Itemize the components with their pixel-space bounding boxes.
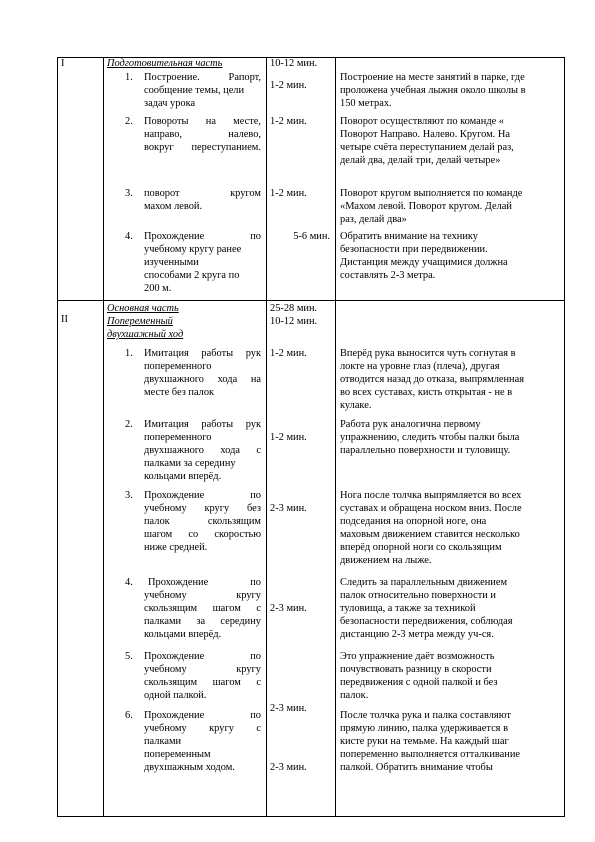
item-desc-line: прямую линию, палка удерживается в: [340, 723, 508, 734]
item-desc-line: Вперёд рука выносится чуть согнутая в: [340, 348, 516, 359]
item-line: махом левой.: [144, 201, 203, 212]
item-desc-line: кисте руки на темьме. На каждый шаг: [340, 736, 509, 747]
item-desc-line: кулаке.: [340, 400, 372, 411]
item-time: 2-3 мин.: [270, 603, 307, 614]
item-line: Прохождение по: [144, 651, 261, 662]
item-time: 1-2 мин.: [270, 188, 307, 199]
item-desc-line: Обратить внимание на технику: [340, 231, 478, 242]
item-number: 2.: [125, 419, 133, 430]
section-numeral: I: [61, 58, 65, 69]
item-desc-line: «Махом левой. Поворот кругом. Делай: [340, 201, 512, 212]
item-line: учебному кругу: [144, 590, 261, 601]
item-number: 4.: [125, 577, 133, 588]
item-line: кольцами вперёд.: [144, 471, 222, 482]
item-line: Прохождение по: [144, 490, 261, 501]
item-line: учебному кругу с: [144, 723, 261, 734]
column-divider-1: [103, 57, 104, 817]
column-divider-3: [335, 57, 336, 817]
item-line: изученными: [144, 257, 199, 268]
table-border-left: [57, 57, 58, 817]
item-line: кольцами вперёд.: [144, 629, 222, 640]
item-line: вокруг переступанием.: [144, 142, 261, 153]
item-number: 5.: [125, 651, 133, 662]
item-desc-line: палок относительно поверхности и: [340, 590, 496, 601]
item-desc-line: проложена учебная лыжня около школы в: [340, 85, 526, 96]
item-line: способами 2 круга по: [144, 270, 240, 281]
item-desc-line: дистанцию 2-3 метра между уч-ся.: [340, 629, 494, 640]
item-desc-line: маховым движением ставится несколько: [340, 529, 520, 540]
item-desc-line: палок.: [340, 690, 369, 701]
item-line: поворот кругом: [144, 188, 261, 199]
item-desc-line: Поворот Направо. Налево. Кругом. На: [340, 129, 510, 140]
item-line: палками за середину: [144, 616, 261, 627]
item-desc-line: Построение на месте занятий в парке, где: [340, 72, 525, 83]
item-line: палок скользящим: [144, 516, 261, 527]
item-line: ниже средней.: [144, 542, 208, 553]
item-line: месте без палок: [144, 387, 215, 398]
item-time: 1-2 мин.: [270, 432, 307, 443]
section-numeral: II: [61, 314, 68, 325]
column-divider-2: [266, 57, 267, 817]
item-number: 3.: [125, 188, 133, 199]
item-line: учебному кругу: [144, 664, 261, 675]
item-desc-line: 150 метрах.: [340, 98, 392, 109]
item-desc-line: палкой. Обратить внимание чтобы: [340, 762, 493, 773]
item-line: шагом со скоростью: [144, 529, 261, 540]
item-line: палками за середину: [144, 458, 236, 469]
item-desc-line: передвижения с одной палкой и без: [340, 677, 498, 688]
item-time: 2-3 мин.: [270, 503, 307, 514]
item-line: попеременного: [144, 361, 212, 372]
item-line: Имитация работы рук: [144, 348, 261, 359]
item-line: задач урока: [144, 98, 196, 109]
item-desc-line: почувствовать разницу в скорости: [340, 664, 492, 675]
item-line: палками: [144, 736, 182, 747]
subsection-title: Попеременный: [107, 316, 173, 327]
item-desc-line: локте на уровне глаз (плеча), другая: [340, 361, 500, 372]
item-desc-line: суставах и обращена носком вниз. После: [340, 503, 522, 514]
table-border-right: [564, 57, 565, 817]
item-line: учебному кругу без: [144, 503, 261, 514]
section-title: Подготовительная часть: [107, 58, 223, 69]
item-line: Повороты на месте,: [144, 116, 261, 127]
item-desc-line: отводится назад до отказа, выпрямленная: [340, 374, 525, 385]
item-desc-line: Это упражнение даёт возможность: [340, 651, 495, 662]
item-desc-line: Дистанция между учащимися должна: [340, 257, 508, 268]
item-desc-line: четыре счёта переступанием делай раз,: [340, 142, 514, 153]
item-line: попеременным: [144, 749, 211, 760]
item-time: 5-6 мин.: [293, 231, 330, 242]
section-time: 25-28 мин.: [270, 303, 318, 314]
item-number: 6.: [125, 710, 133, 721]
item-desc-line: После толчка рука и палка составляют: [340, 710, 511, 721]
item-time: 1-2 мин.: [270, 116, 307, 127]
section-title: Основная часть: [107, 303, 179, 314]
item-desc-line: Следить за параллельным движением: [340, 577, 508, 588]
section-divider: [57, 300, 565, 301]
item-desc-line: упражнению, следить чтобы палки была: [340, 432, 520, 443]
item-line: сообщение темы, цели: [144, 85, 245, 96]
item-line: скользящим шагом с: [144, 677, 261, 688]
item-number: 1.: [125, 72, 133, 83]
item-desc-line: параллельно поверхности и туловищу.: [340, 445, 511, 456]
subsection-time: 10-12 мин.: [270, 316, 318, 327]
item-desc-line: Поворот осуществляют по команде «: [340, 116, 505, 127]
item-line: скользящим шагом с: [144, 603, 261, 614]
item-desc-line: раз, делай два»: [340, 214, 407, 225]
item-desc-line: делай два, делай три, делай четыре»: [340, 155, 501, 166]
item-desc-line: безопасности передвижения, соблюдая: [340, 616, 513, 627]
item-desc-line: составлять 2-3 метра.: [340, 270, 436, 281]
item-time: 1-2 мин.: [270, 348, 307, 359]
item-time: 2-3 мин.: [270, 762, 307, 773]
item-line: учебному кругу ранее: [144, 244, 242, 255]
item-line: двухшажного хода на: [144, 374, 261, 385]
item-number: 1.: [125, 348, 133, 359]
item-desc-line: подседания на опорной ноге, она: [340, 516, 487, 527]
item-line: Прохождение по: [144, 231, 261, 242]
item-line: двухшажным ходом.: [144, 762, 235, 773]
item-line: Прохождение по: [144, 710, 261, 721]
item-desc-line: Работа рук аналогична первому: [340, 419, 481, 430]
item-number: 3.: [125, 490, 133, 501]
item-line: Прохождение по: [148, 577, 261, 588]
table-border-bottom: [57, 816, 565, 817]
item-number: 4.: [125, 231, 133, 242]
item-desc-line: безопасности при передвижении.: [340, 244, 488, 255]
item-line: Построение. Рапорт,: [144, 72, 261, 83]
item-line: одной палкой.: [144, 690, 207, 701]
item-desc-line: Поворот кругом выполняется по команде: [340, 188, 523, 199]
item-desc-line: туловища, а также за техникой: [340, 603, 476, 614]
item-line: двухшажного хода с: [144, 445, 261, 456]
item-desc-line: вперёд опорной ноги со скользящим: [340, 542, 502, 553]
item-time: 1-2 мин.: [270, 80, 307, 91]
section-time: 10-12 мин.: [270, 58, 318, 69]
item-line: 200 м.: [144, 283, 172, 294]
item-desc-line: Нога после толчка выпрямляется во всех: [340, 490, 522, 501]
item-desc-line: во всех суставах, кисть открытая - не в: [340, 387, 513, 398]
item-line: направо, налево,: [144, 129, 261, 140]
item-time: 2-3 мин.: [270, 703, 307, 714]
subsection-title: двухшажный ход: [107, 329, 184, 340]
item-line: Имитация работы рук: [144, 419, 261, 430]
item-desc-line: попеременно выполняется отталкивание: [340, 749, 521, 760]
item-line: попеременного: [144, 432, 212, 443]
item-desc-line: движением на лыже.: [340, 555, 432, 566]
item-number: 2.: [125, 116, 133, 127]
